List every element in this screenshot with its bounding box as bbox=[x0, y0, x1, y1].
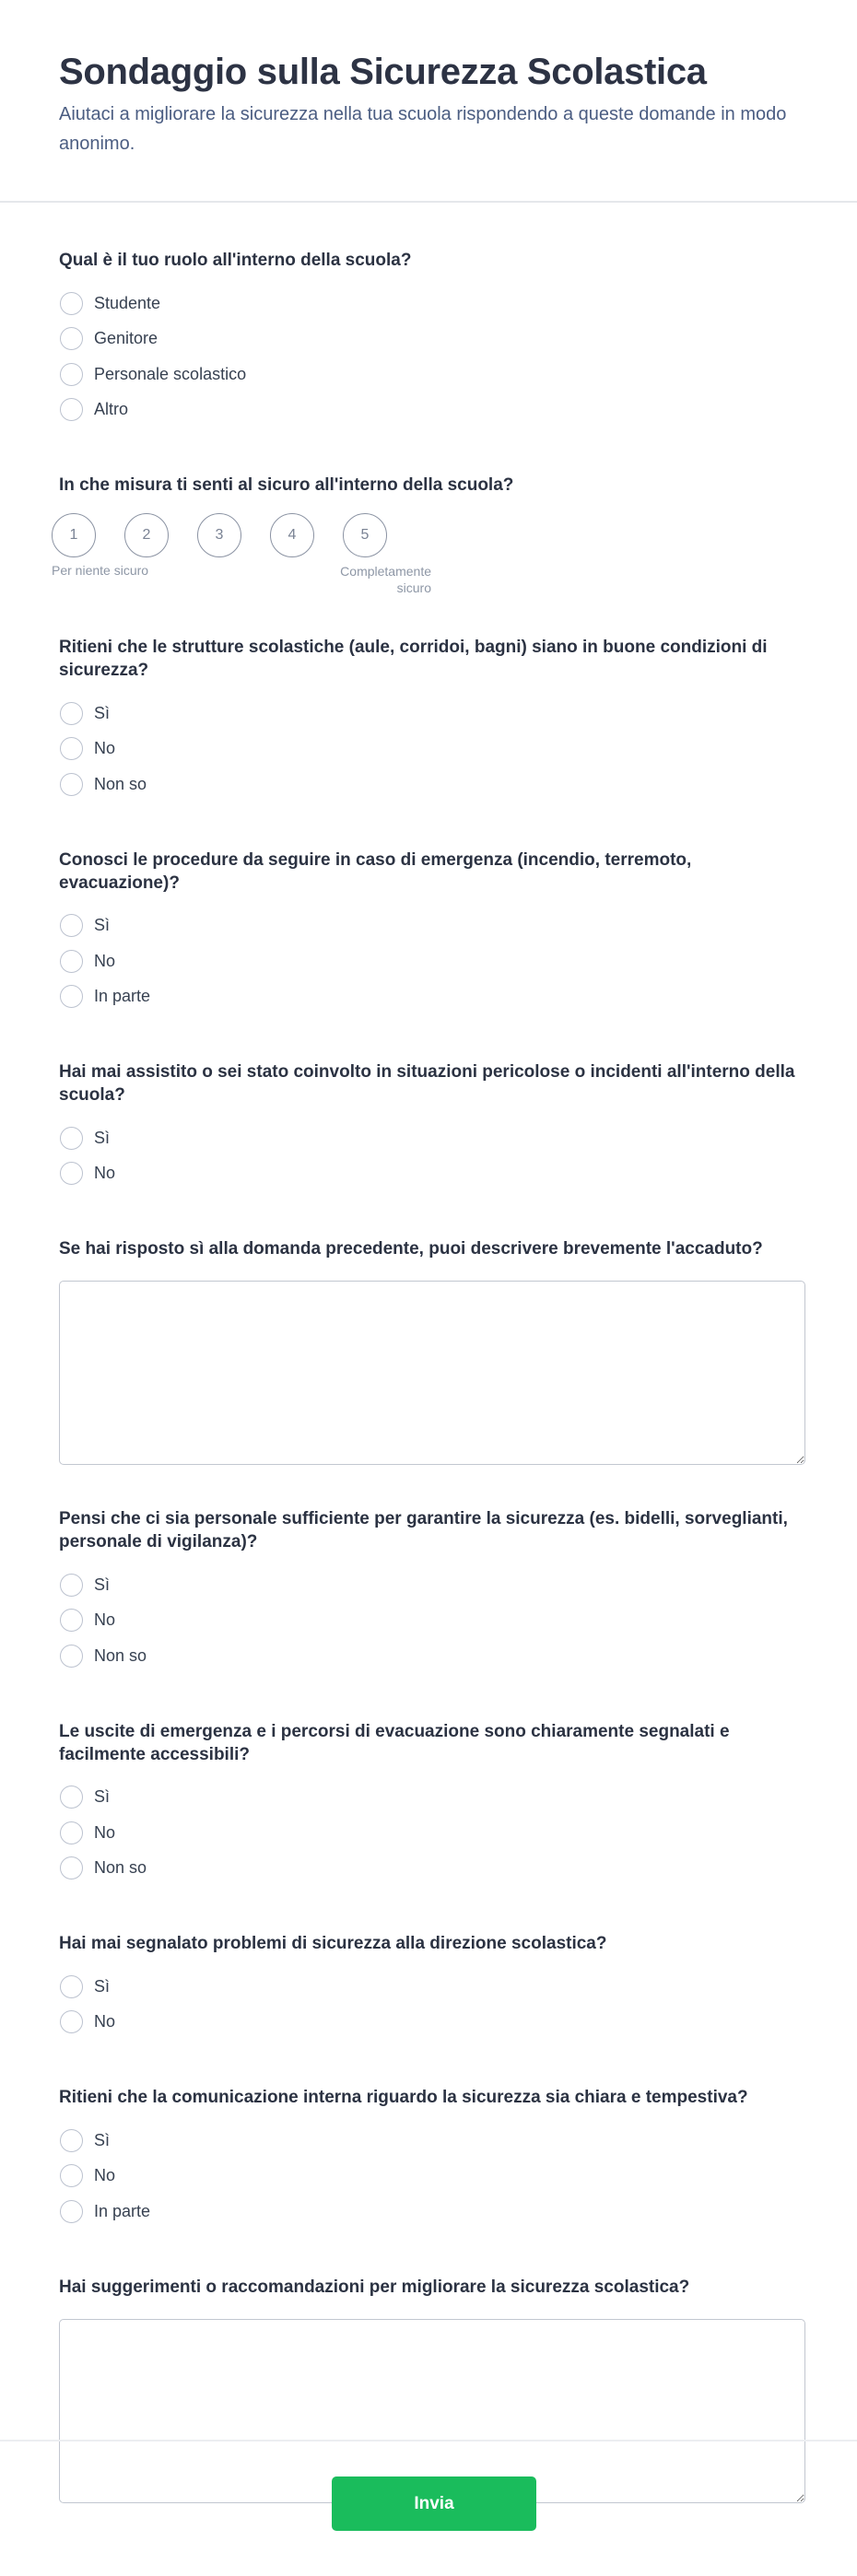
radio-label: Non so bbox=[94, 1645, 147, 1665]
radio-option[interactable] bbox=[59, 2194, 798, 2230]
question-label: Hai suggerimenti o raccomandazioni per migliorare la sicurezza scolastica? bbox=[59, 2277, 690, 2297]
radio-label: No bbox=[94, 1822, 116, 1842]
radio-label: No bbox=[94, 739, 116, 758]
radio-button[interactable] bbox=[60, 327, 83, 350]
question-safety-scale bbox=[52, 474, 798, 603]
radio-option[interactable] bbox=[59, 1156, 798, 1192]
radio-button[interactable] bbox=[60, 985, 83, 1008]
radio-option[interactable] bbox=[59, 1815, 798, 1851]
question-label: Hai mai assistito o sei stato coinvolto in situazioni pericolose o incidenti all'interno della scuola? bbox=[59, 1062, 795, 1105]
question-label: Ritieni che le strutture scolastiche (aule, corridoi, bagni) siano in buone condizioni di sicurezza? bbox=[59, 638, 768, 680]
radio-button[interactable] bbox=[60, 1645, 83, 1668]
radio-label: In parte bbox=[94, 987, 151, 1006]
radio-option[interactable] bbox=[59, 1567, 798, 1603]
incident-description-textarea[interactable] bbox=[59, 1281, 805, 1465]
rating-button-1[interactable]: 1 bbox=[52, 513, 96, 557]
radio-button[interactable] bbox=[60, 950, 83, 973]
radio-button[interactable] bbox=[60, 914, 83, 937]
radio-button[interactable] bbox=[60, 773, 83, 796]
radio-group bbox=[59, 696, 798, 802]
radio-button[interactable] bbox=[60, 1162, 83, 1185]
radio-button[interactable] bbox=[60, 2129, 83, 2152]
radio-button[interactable] bbox=[60, 1821, 83, 1844]
page-title: Sondaggio sulla Sicurezza Scolastica bbox=[59, 52, 707, 92]
radio-label: No bbox=[94, 2166, 116, 2185]
radio-label: Non so bbox=[94, 774, 147, 793]
radio-button[interactable] bbox=[60, 1574, 83, 1597]
radio-option[interactable] bbox=[59, 943, 798, 979]
radio-label: Sì bbox=[94, 916, 111, 935]
radio-option[interactable] bbox=[59, 1851, 798, 1887]
radio-option[interactable] bbox=[59, 392, 798, 428]
radio-option[interactable] bbox=[59, 357, 798, 392]
radio-label: Sì bbox=[94, 2130, 111, 2149]
radio-button[interactable] bbox=[60, 2010, 83, 2033]
radio-button[interactable] bbox=[60, 398, 83, 421]
survey-header bbox=[0, 0, 857, 203]
radio-option[interactable] bbox=[59, 1969, 798, 2005]
scale-min-label: Per niente sicuro bbox=[52, 563, 149, 578]
radio-option[interactable] bbox=[59, 732, 798, 767]
radio-option[interactable] bbox=[59, 767, 798, 802]
radio-button[interactable] bbox=[60, 737, 83, 760]
radio-label: Sì bbox=[94, 703, 111, 722]
question-label: Conosci le procedure da seguire in caso di emergenza (incendio, terremoto, evacuazione)? bbox=[59, 849, 692, 893]
question-role bbox=[59, 249, 798, 427]
radio-group bbox=[59, 2123, 798, 2230]
question-staff bbox=[59, 1507, 798, 1674]
radio-label: Genitore bbox=[94, 329, 158, 348]
radio-option[interactable] bbox=[59, 2123, 798, 2159]
radio-button[interactable] bbox=[60, 1856, 83, 1879]
radio-group bbox=[59, 1969, 798, 2040]
rating-button-2[interactable]: 2 bbox=[124, 513, 169, 557]
radio-label: Studente bbox=[94, 293, 161, 312]
question-incidents bbox=[59, 1060, 798, 1191]
rating-button-5[interactable]: 5 bbox=[343, 513, 387, 557]
rating-button-3[interactable]: 3 bbox=[197, 513, 241, 557]
question-reported-issues bbox=[59, 1932, 798, 2040]
radio-label: Personale scolastico bbox=[94, 364, 247, 383]
page-subtitle: Aiutaci a migliorare la sicurezza nella tua scuola rispondendo a queste domande in modo anonimo. bbox=[59, 104, 787, 154]
radio-option[interactable] bbox=[59, 1120, 798, 1156]
question-label: Qual è il tuo ruolo all'interno della scuola? bbox=[59, 251, 412, 270]
rating-scale bbox=[52, 513, 798, 557]
radio-label: Altro bbox=[94, 400, 129, 419]
radio-label: Sì bbox=[94, 1787, 111, 1807]
radio-option[interactable] bbox=[59, 979, 798, 1015]
radio-label: No bbox=[94, 1164, 116, 1183]
radio-option[interactable] bbox=[59, 322, 798, 357]
question-label: Le uscite di emergenza e i percorsi di evacuazione sono chiaramente segnalati e facilmente accessibili? bbox=[59, 1721, 730, 1764]
question-label: Se hai risposto sì alla domanda precedente, puoi descrivere brevemente l'accaduto? bbox=[59, 1239, 763, 1259]
submit-button[interactable]: Invia bbox=[332, 2476, 536, 2531]
radio-label: No bbox=[94, 2012, 116, 2032]
radio-button[interactable] bbox=[60, 1609, 83, 1632]
question-label: Hai mai segnalato problemi di sicurezza alla direzione scolastica? bbox=[59, 1934, 607, 1953]
question-incident-description bbox=[59, 1237, 798, 1465]
radio-button[interactable] bbox=[60, 363, 83, 386]
question-label: Pensi che ci sia personale sufficiente per garantire la sicurezza (es. bidelli, sorveglianti, personale di vigilanza)? bbox=[59, 1509, 788, 1551]
radio-button[interactable] bbox=[60, 2200, 83, 2223]
radio-option[interactable] bbox=[59, 2159, 798, 2195]
question-communication bbox=[59, 2086, 798, 2230]
radio-button[interactable] bbox=[60, 1786, 83, 1809]
survey-body bbox=[0, 203, 857, 2503]
rating-button-4[interactable]: 4 bbox=[270, 513, 314, 557]
radio-option[interactable] bbox=[59, 696, 798, 732]
radio-group bbox=[59, 1567, 798, 1674]
radio-label: Sì bbox=[94, 1575, 111, 1594]
radio-label: No bbox=[94, 951, 116, 970]
scale-labels bbox=[52, 563, 431, 603]
radio-button[interactable] bbox=[60, 1975, 83, 1998]
question-facilities bbox=[59, 636, 798, 802]
radio-option[interactable] bbox=[59, 908, 798, 944]
radio-label: In parte bbox=[94, 2201, 151, 2220]
radio-label: Non so bbox=[94, 1858, 147, 1878]
form-footer bbox=[0, 2440, 857, 2576]
radio-option[interactable] bbox=[59, 1603, 798, 1639]
question-label: Ritieni che la comunicazione interna riguardo la sicurezza sia chiara e tempestiva? bbox=[59, 2088, 748, 2107]
question-emergency-exits bbox=[59, 1720, 798, 1887]
radio-group bbox=[59, 1780, 798, 1887]
radio-option[interactable] bbox=[59, 2005, 798, 2041]
radio-group bbox=[59, 1120, 798, 1191]
radio-option[interactable] bbox=[59, 286, 798, 322]
radio-label: Sì bbox=[94, 1128, 111, 1147]
radio-group bbox=[59, 908, 798, 1015]
radio-option[interactable] bbox=[59, 1638, 798, 1674]
radio-button[interactable] bbox=[60, 2164, 83, 2187]
radio-button[interactable] bbox=[60, 1127, 83, 1150]
radio-button[interactable] bbox=[60, 292, 83, 315]
question-emergency-procedures bbox=[59, 849, 798, 1015]
radio-button[interactable] bbox=[60, 702, 83, 725]
scale-max-label: Completamente sicuro bbox=[340, 564, 431, 595]
radio-label: Sì bbox=[94, 1976, 111, 1996]
radio-option[interactable] bbox=[59, 1780, 798, 1816]
question-label: In che misura ti senti al sicuro all'interno della scuola? bbox=[59, 475, 514, 495]
radio-group bbox=[59, 286, 798, 427]
radio-label: No bbox=[94, 1610, 116, 1630]
